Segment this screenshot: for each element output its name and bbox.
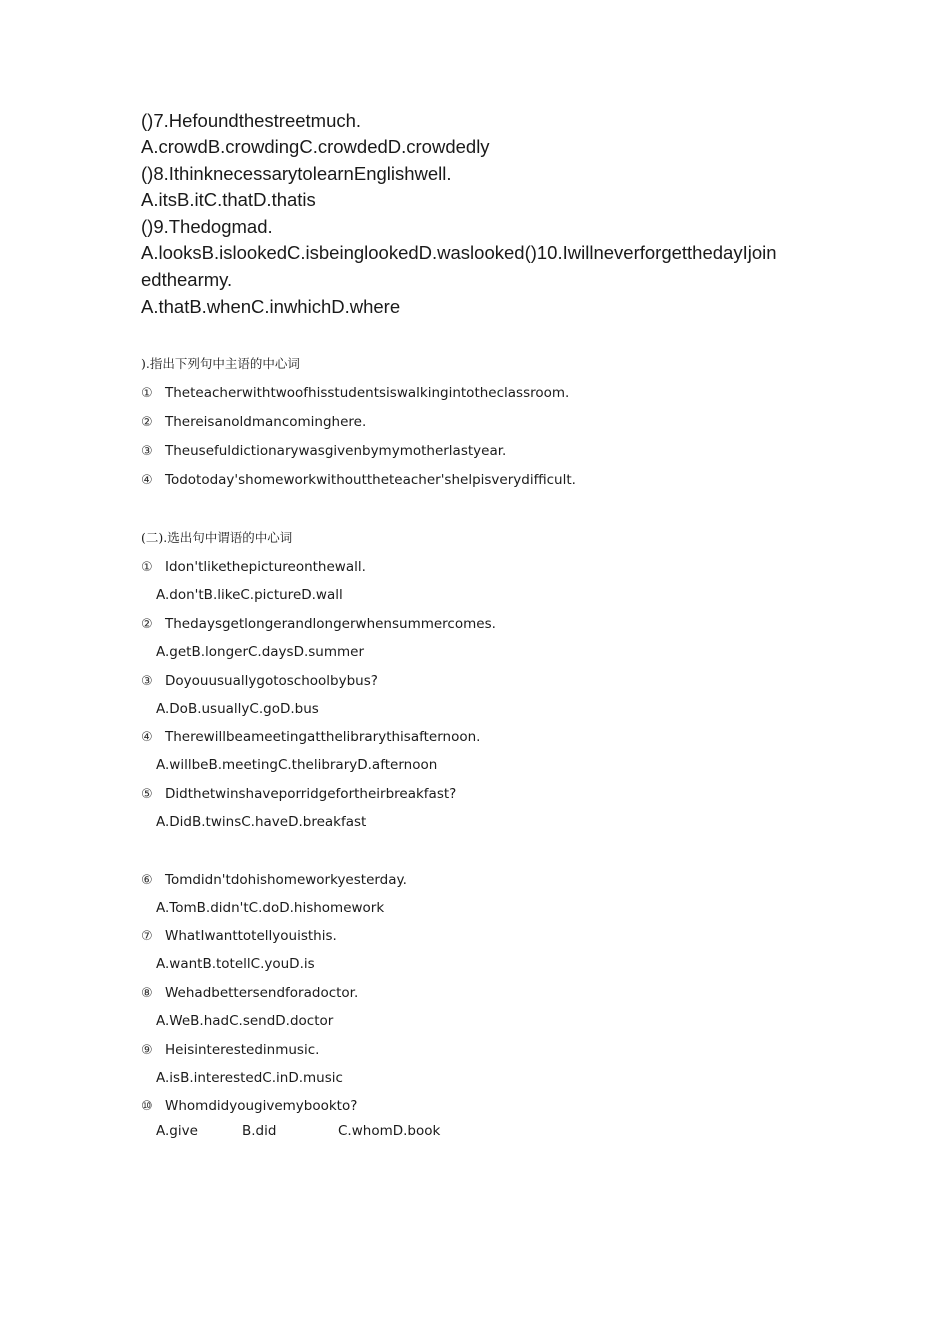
item-number: ⑦ xyxy=(141,929,153,944)
list-item xyxy=(141,870,407,891)
item-number: ④ xyxy=(141,473,153,488)
question-7-options: A.crowdB.crowdingC.crowdedD.crowdedly xyxy=(141,136,490,157)
section-2-title: (二).选出句中谓语的中心词 xyxy=(141,530,293,545)
item-text: Wehadbettersendforadoctor. xyxy=(165,985,359,1001)
list-item xyxy=(141,383,569,404)
item-options xyxy=(156,1121,456,1141)
item-options: A.TomB.didn'tC.doD.hishomework xyxy=(156,900,385,916)
item-options: A.WeB.hadC.sendD.doctor xyxy=(156,1013,334,1029)
item-number: ② xyxy=(141,415,153,430)
item-text: Thedaysgetlongerandlongerwhensummercomes. xyxy=(165,616,496,632)
question-9-options-and-10: A.looksB.islookedC.isbeinglookedD.waslooked()10.IwillneverforgetthedayIjoin xyxy=(141,242,777,263)
item-text: WhatIwanttotellyouisthis. xyxy=(165,928,337,944)
item-number: ③ xyxy=(141,674,153,689)
list-item xyxy=(141,671,378,692)
item-number: ⑥ xyxy=(141,873,153,888)
item-options: A.don'tB.likeC.pictureD.wall xyxy=(156,587,343,603)
question-10-continued: edthearmy. xyxy=(141,269,233,290)
item-number: ⑧ xyxy=(141,986,153,1001)
item-options: A.willbeB.meetingC.thelibraryD.afternoon xyxy=(156,757,438,773)
item-number: ① xyxy=(141,560,153,575)
list-item xyxy=(141,784,456,805)
section-1-title: ).指出下列句中主语的中心词 xyxy=(141,356,300,371)
item-text: Theusefuldictionarywasgivenbymymotherlastyear. xyxy=(165,443,507,459)
item-options: A.getB.longerC.daysD.summer xyxy=(156,644,365,660)
item-options: A.isB.interestedC.inD.music xyxy=(156,1070,343,1086)
item-number: ② xyxy=(141,617,153,632)
question-9: ()9.Thedogmad. xyxy=(141,216,273,237)
option-b: B.did xyxy=(242,1123,277,1139)
item-text: Therewillbeameetingatthelibrarythisafternoon. xyxy=(165,729,481,745)
question-10-options: A.thatB.whenC.inwhichD.where xyxy=(141,296,401,317)
item-options: A.wantB.totellC.youD.is xyxy=(156,956,315,972)
item-number: ⑩ xyxy=(141,1099,153,1114)
option-a: A.give xyxy=(156,1123,198,1139)
list-item xyxy=(141,470,576,491)
list-item xyxy=(141,412,366,433)
item-number: ③ xyxy=(141,444,153,459)
list-item xyxy=(141,557,366,578)
list-item xyxy=(141,1096,357,1117)
item-options: A.DidB.twinsC.haveD.breakfast xyxy=(156,814,367,830)
list-item xyxy=(141,983,358,1004)
item-number: ① xyxy=(141,386,153,401)
item-text: Heisinterestedinmusic. xyxy=(165,1042,320,1058)
list-item xyxy=(141,441,506,462)
item-number: ④ xyxy=(141,730,153,745)
item-text: Whomdidyougivemybookto? xyxy=(165,1098,358,1114)
item-text: Tomdidn'tdohishomeworkyesterday. xyxy=(165,872,407,888)
question-8: ()8.IthinknecessarytolearnEnglishwell. xyxy=(141,163,452,184)
list-item xyxy=(141,614,496,635)
item-text: Theteacherwithtwoofhisstudentsiswalkingintotheclassroom. xyxy=(165,385,570,401)
question-7: ()7.Hefoundthestreetmuch. xyxy=(141,110,362,131)
list-item xyxy=(141,1040,319,1061)
item-text: Thereisanoldmancominghere. xyxy=(165,414,367,430)
item-text: Didthetwinshaveporridgefortheirbreakfast? xyxy=(165,786,457,802)
option-c-d: C.whomD.book xyxy=(338,1123,441,1139)
list-item xyxy=(141,926,337,947)
item-number: ⑨ xyxy=(141,1043,153,1058)
item-text: Idon'tlikethepictureonthewall. xyxy=(165,559,366,575)
list-item xyxy=(141,727,480,748)
question-8-options: A.itsB.itC.thatD.thatis xyxy=(141,189,316,210)
item-text: Doyouusuallygotoschoolbybus? xyxy=(165,673,378,689)
item-number: ⑤ xyxy=(141,787,153,802)
item-text: Todotoday'shomeworkwithouttheteacher'shelpisverydifficult. xyxy=(165,472,576,488)
item-options: A.DoB.usuallyC.goD.bus xyxy=(156,701,319,717)
